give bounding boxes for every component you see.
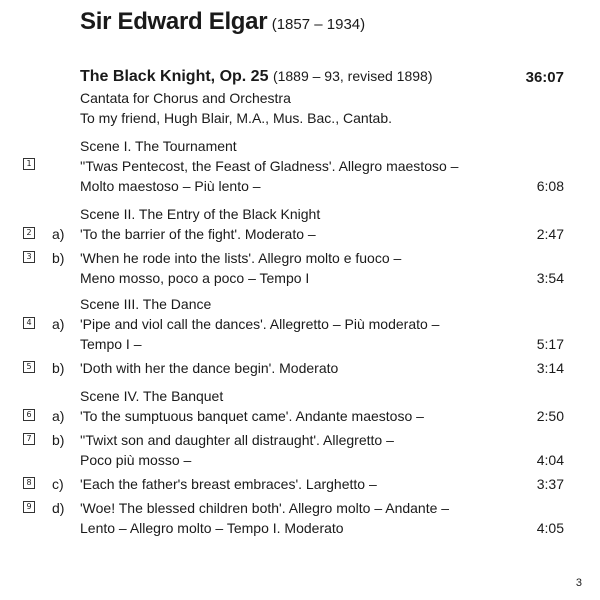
work-title [80, 68, 433, 86]
track-line: Tempo I – [80, 336, 142, 352]
track-sub-label: b) [52, 360, 65, 376]
total-duration: 36:07 [525, 69, 564, 86]
track-duration: 3:54 [536, 270, 564, 286]
track-line: Molto maestoso – Più lento – [80, 178, 261, 194]
composer-name: Sir Edward Elgar [80, 8, 268, 35]
track-line: 'To the barrier of the fight'. Moderato – [80, 226, 316, 242]
track-line: 'To the sumptuous banquet came'. Andante maestoso – [80, 408, 424, 424]
composer-heading [80, 8, 365, 36]
track-number-box: 9 [23, 501, 35, 513]
track-line: Poco più mosso – [80, 452, 192, 468]
scene-heading: Scene II. The Entry of the Black Knight [80, 206, 321, 222]
track-line: Meno mosso, poco a poco – Tempo I [80, 270, 310, 286]
work-dedication: To my friend, Hugh Blair, M.A., Mus. Bac., Cantab. [80, 110, 393, 126]
track-line: 'Woe! The blessed children both'. Allegro molto – Andante – [80, 500, 450, 516]
track-sub-label: a) [52, 408, 65, 424]
page-number: 3 [575, 577, 582, 589]
track-number-box: 2 [23, 227, 35, 239]
track-number-box: 8 [23, 477, 35, 489]
track-duration: 2:47 [536, 226, 564, 242]
track-line: ''Twas Pentecost, the Feast of Gladness'. Allegro maestoso – [80, 158, 459, 174]
track-line: ''Twixt son and daughter all distraught'. Allegretto – [80, 432, 394, 448]
track-duration: 6:08 [536, 178, 564, 194]
track-line: 'When he rode into the lists'. Allegro molto e fuoco – [80, 250, 402, 266]
track-sub-label: c) [52, 476, 64, 492]
track-line: 'Doth with her the dance begin'. Moderato [80, 360, 339, 376]
track-line: 'Pipe and viol call the dances'. Allegretto – Più moderato – [80, 316, 440, 332]
track-sub-label: b) [52, 432, 65, 448]
track-number-box: 3 [23, 251, 35, 263]
work-dates: (1889 – 93, revised 1898) [272, 68, 433, 84]
track-sub-label: b) [52, 250, 65, 266]
scene-heading: Scene III. The Dance [80, 296, 212, 312]
track-number-box: 7 [23, 433, 35, 445]
work-subtitle: Cantata for Chorus and Orchestra [80, 90, 291, 106]
scene-heading: Scene I. The Tournament [80, 138, 237, 154]
track-duration: 3:37 [536, 476, 564, 492]
track-duration: 3:14 [536, 360, 564, 376]
track-line: Lento – Allegro molto – Tempo I. Moderato [80, 520, 344, 536]
track-sub-label: a) [52, 226, 65, 242]
track-number-box: 6 [23, 409, 35, 421]
scene-heading: Scene IV. The Banquet [80, 388, 224, 404]
track-number-box: 1 [23, 158, 35, 170]
composer-dates: (1857 – 1934) [271, 16, 366, 33]
work-name: The Black Knight, Op. 25 [80, 68, 269, 85]
track-number-box: 4 [23, 317, 35, 329]
track-sub-label: a) [52, 316, 65, 332]
track-line: 'Each the father's breast embraces'. Larghetto – [80, 476, 377, 492]
track-number-box: 5 [23, 361, 35, 373]
track-duration: 5:17 [536, 336, 564, 352]
track-sub-label: d) [52, 500, 65, 516]
track-duration: 4:04 [536, 452, 564, 468]
track-duration: 4:05 [536, 520, 564, 536]
track-duration: 2:50 [536, 408, 564, 424]
